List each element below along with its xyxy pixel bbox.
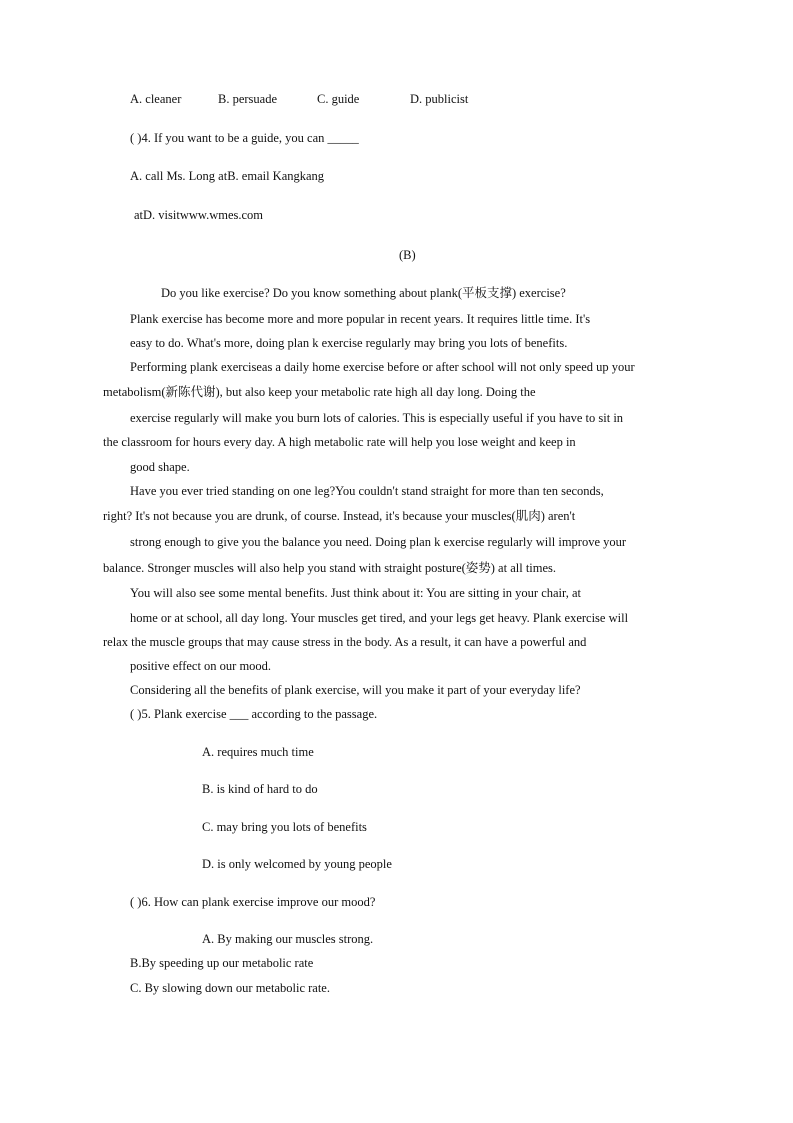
passage-line: You will also see some mental benefits. Just think about it: You are sitting in your chair, at [130,586,581,600]
q3-option-a: A. cleaner [130,92,182,106]
q6-stem: ( )6. How can plank exercise improve our mood? [130,895,376,909]
passage-line: exercise regularly will make you burn lots of calories. This is especially useful if you have to sit in [130,411,624,425]
passage-line: positive effect on our mood. [130,659,272,673]
passage-line: Do you like exercise? Do you know something about plank(平板支撑) exercise? [161,286,566,300]
passage-line: balance. Stronger muscles will also help you stand with straight posture(姿势) at all times. [103,561,557,575]
q6-option-a: A. By making our muscles strong. [202,932,374,946]
passage-line: good shape. [130,460,190,474]
passage-line: home or at school, all day long. Your muscles get tired, and your legs get heavy. Plank exercise will [130,611,629,625]
q5-option-d: D. is only welcomed by young people [202,857,392,871]
q6-option-c: C. By slowing down our metabolic rate. [130,981,330,995]
passage-line: Have you ever tried standing on one leg?You couldn't stand straight for more than ten seconds, [130,484,604,498]
q6-option-b: B.By speeding up our metabolic rate [130,956,314,970]
q5-stem: ( )5. Plank exercise ___ according to the passage. [130,707,378,721]
q5-option-c: C. may bring you lots of benefits [202,820,367,834]
passage-line: right? It's not because you are drunk, of course. Instead, it's because your muscles(肌肉) aren't [103,509,576,523]
q4-options-line1: A. call Ms. Long atB. email Kangkang [130,169,325,183]
section-b-heading: (B) [399,248,416,262]
passage-line: Plank exercise has become more and more popular in recent years. It requires little time. It's [130,312,591,326]
q3-option-d: D. publicist [410,92,469,106]
q5-option-a: A. requires much time [202,745,314,759]
q5-option-b: B. is kind of hard to do [202,782,318,796]
q4-options-line2: atD. visitwww.wmes.com [134,208,264,222]
passage-line: Performing plank exerciseas a daily home exercise before or after school will not only speed up your [130,360,635,374]
passage-line: Considering all the benefits of plank exercise, will you make it part of your everyday life? [130,683,581,697]
q4-stem: ( )4. If you want to be a guide, you can _____ [130,131,359,145]
passage-line: relax the muscle groups that may cause stress in the body. As a result, it can have a powerful and [103,635,587,649]
q3-option-c: C. guide [317,92,360,106]
q3-option-b: B. persuade [218,92,278,106]
q3-options [0,91,793,107]
passage-line: the classroom for hours every day. A high metabolic rate will help you lose weight and keep in [103,435,576,449]
passage-line: strong enough to give you the balance you need. Doing plan k exercise regularly will improve your [130,535,627,549]
passage-line: easy to do. What's more, doing plan k exercise regularly may bring you lots of benefits. [130,336,568,350]
passage-line: metabolism(新陈代谢), but also keep your metabolic rate high all day long. Doing the [103,385,536,399]
